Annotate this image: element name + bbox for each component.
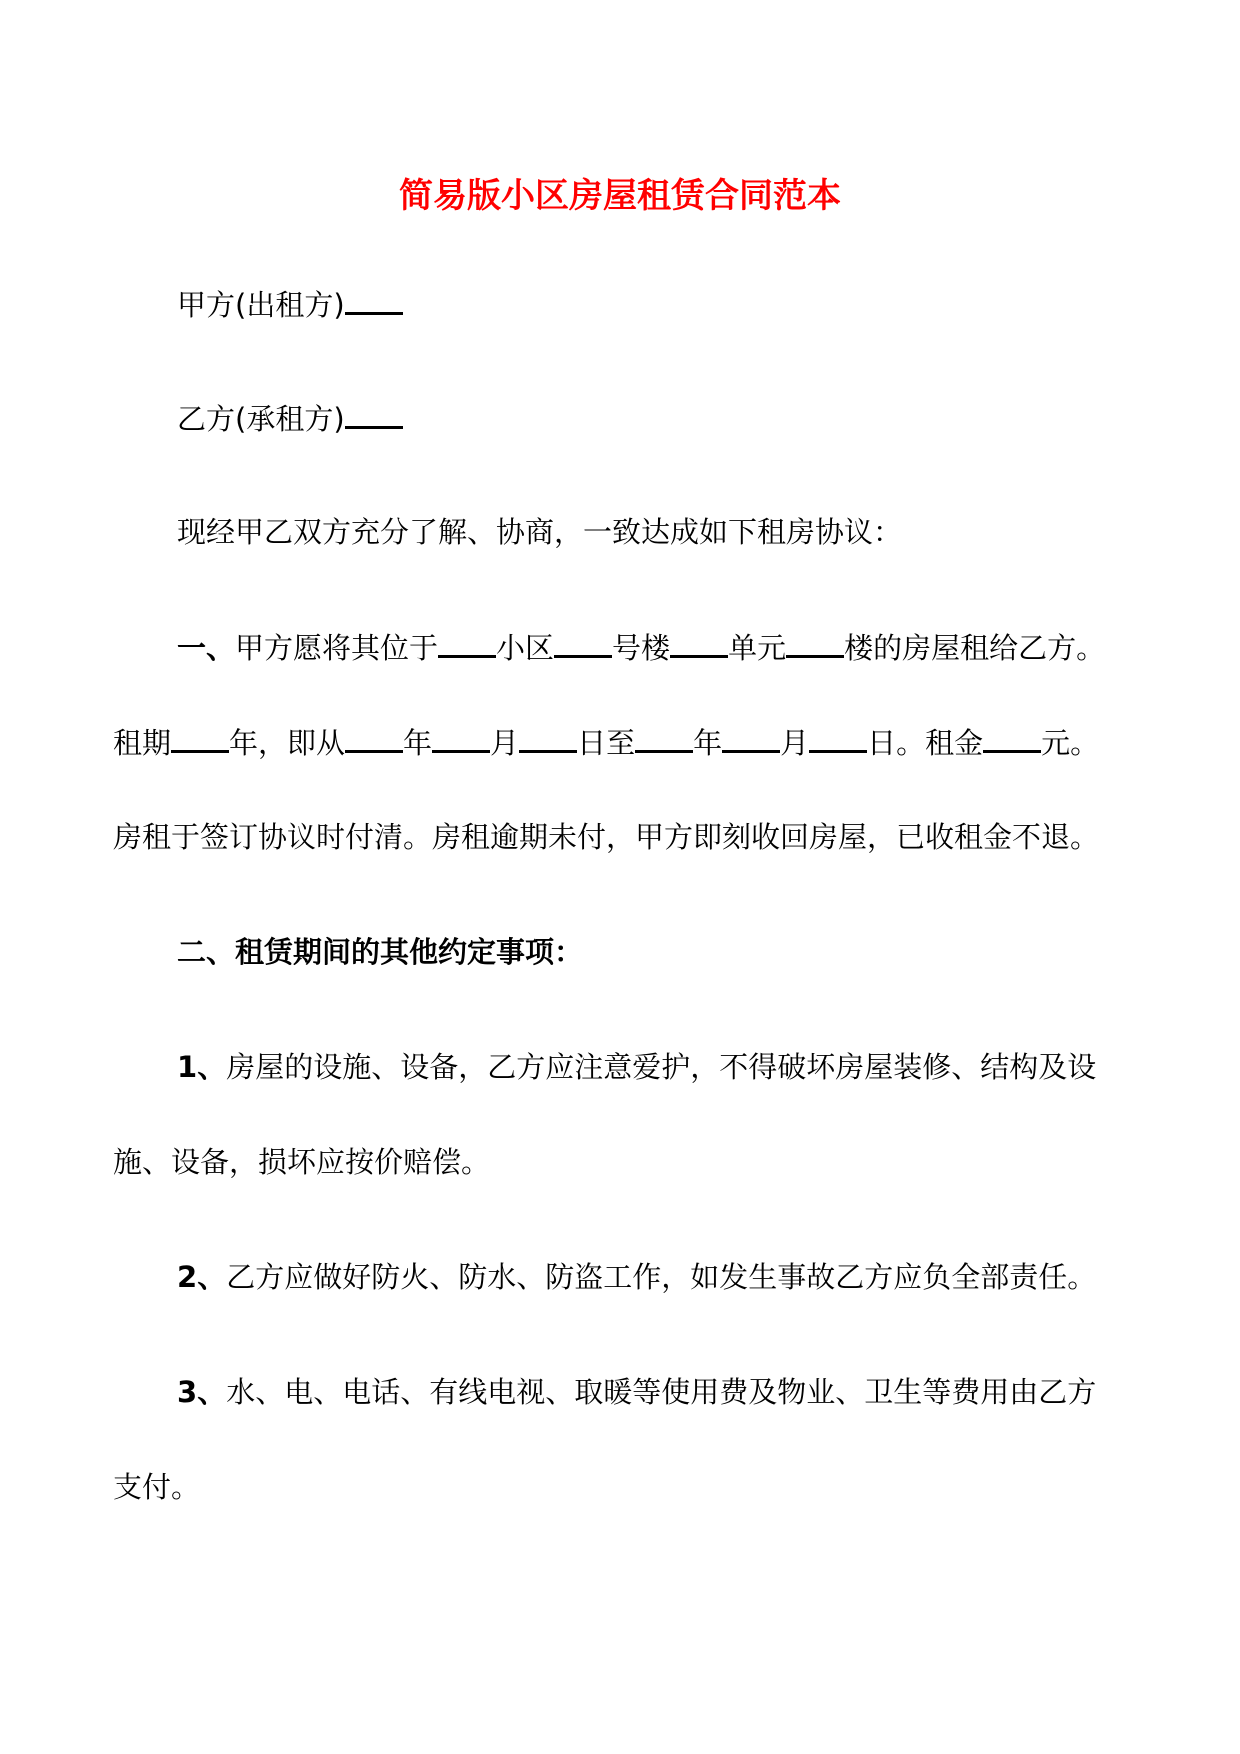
item-separator: 、 bbox=[197, 1375, 227, 1409]
blank-field bbox=[438, 629, 496, 658]
party-a-line bbox=[177, 286, 403, 323]
blank-field bbox=[519, 724, 577, 753]
clause-text: 年 bbox=[403, 726, 433, 761]
item-1-text: 房屋的设施、设备，乙方应注意爱护，不得破坏房屋装修、结构及设 bbox=[226, 1050, 1097, 1084]
clause-text: 月 bbox=[490, 726, 520, 761]
blank-field bbox=[809, 724, 867, 753]
item-separator: 、 bbox=[197, 1260, 227, 1294]
blank-field bbox=[786, 629, 844, 658]
clause-text: 楼的房屋租给乙方。 bbox=[844, 631, 1106, 666]
clause-text: 元。 bbox=[1041, 726, 1100, 761]
item-3-text: 水、电、电话、有线电视、取暖等使用费及物业、卫生等费用由乙方 bbox=[226, 1375, 1097, 1409]
party-a-blank bbox=[345, 286, 403, 315]
clause-text: 月 bbox=[780, 726, 810, 761]
clause-text: 日至 bbox=[577, 726, 636, 761]
clause-1-line-1 bbox=[177, 629, 1105, 666]
item-3-line-1 bbox=[177, 1374, 1096, 1410]
section-2-heading: 二、租赁期间的其他约定事项： bbox=[177, 935, 584, 969]
blank-field bbox=[635, 724, 693, 753]
document-title: 简易版小区房屋租赁合同范本 bbox=[399, 176, 841, 216]
clause-1-number: 一、 bbox=[177, 631, 236, 666]
item-3-number: 3 bbox=[177, 1375, 198, 1409]
item-separator: 、 bbox=[197, 1050, 227, 1084]
clause-text: 号楼 bbox=[612, 631, 671, 666]
item-2-line bbox=[177, 1259, 1096, 1295]
party-b-line bbox=[177, 400, 403, 437]
blank-field bbox=[722, 724, 780, 753]
party-b-blank bbox=[345, 400, 403, 429]
blank-field bbox=[983, 724, 1041, 753]
item-1-line-2: 施、设备，损坏应按价赔偿。 bbox=[113, 1145, 491, 1179]
blank-field bbox=[554, 629, 612, 658]
blank-field bbox=[345, 724, 403, 753]
clause-text: 年 bbox=[693, 726, 723, 761]
clause-1-line-2 bbox=[113, 724, 1099, 761]
clause-text: 甲方愿将其位于 bbox=[235, 631, 439, 666]
clause-text: 租期 bbox=[113, 726, 172, 761]
item-1-line-1 bbox=[177, 1049, 1096, 1085]
item-3-line-2: 支付。 bbox=[113, 1470, 201, 1504]
item-1-number: 1 bbox=[177, 1050, 198, 1084]
clause-1-line-3: 房租于签订协议时付清。房租逾期未付，甲方即刻收回房屋，已收租金不退。 bbox=[113, 820, 1100, 854]
intro-paragraph: 现经甲乙双方充分了解、协商，一致达成如下租房协议： bbox=[177, 515, 903, 549]
party-a-label: 甲方(出租方) bbox=[177, 288, 345, 323]
clause-text: 年，即从 bbox=[229, 726, 346, 761]
party-b-label: 乙方(承租方) bbox=[177, 402, 345, 437]
clause-text: 单元 bbox=[728, 631, 787, 666]
blank-field bbox=[171, 724, 229, 753]
item-2-text: 乙方应做好防火、防水、防盗工作，如发生事故乙方应负全部责任。 bbox=[226, 1260, 1097, 1294]
blank-field bbox=[432, 724, 490, 753]
blank-field bbox=[670, 629, 728, 658]
clause-text: 小区 bbox=[496, 631, 555, 666]
clause-text: 日。租金 bbox=[867, 726, 984, 761]
item-2-number: 2 bbox=[177, 1260, 198, 1294]
